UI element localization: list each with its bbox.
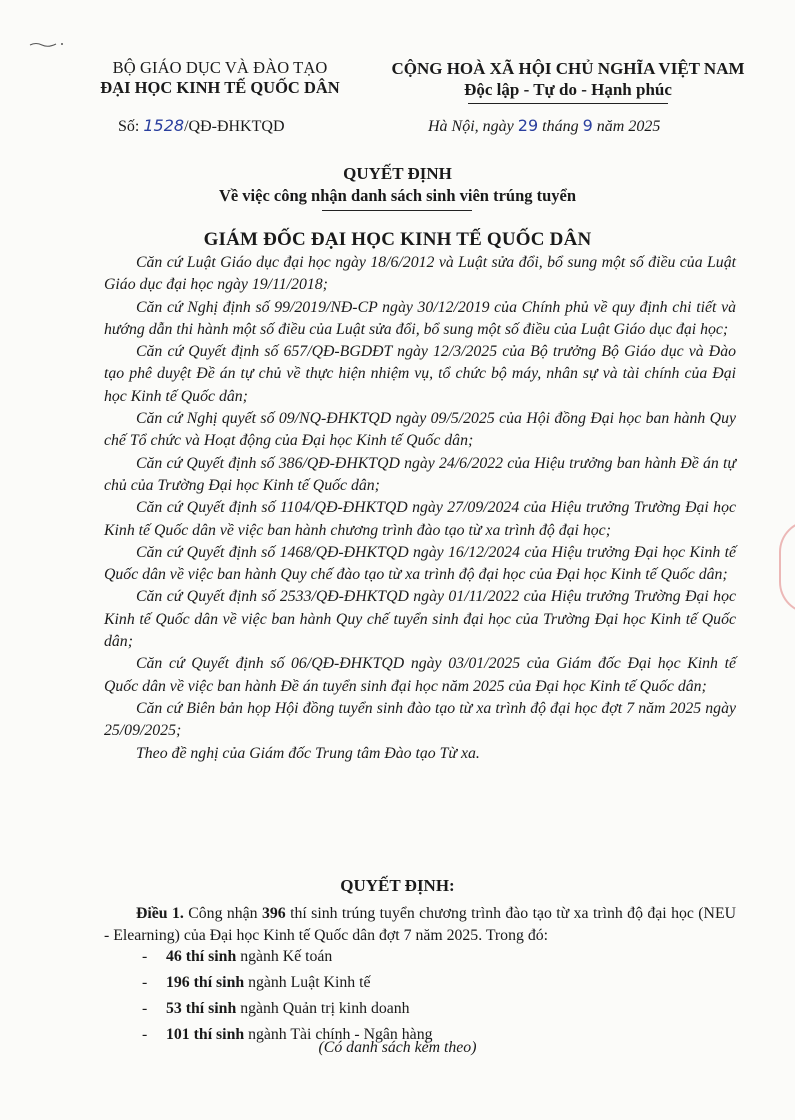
issuing-authority: GIÁM ĐỐC ĐẠI HỌC KINH TẾ QUỐC DÂN	[203, 229, 592, 250]
legal-basis-paragraph: Căn cứ Biên bản họp Hội đồng tuyển sinh đào tạo từ xa trình độ đại học đợt 7 năm 2025 ngày 25/09/2025;	[104, 699, 736, 740]
article-1	[104, 903, 736, 948]
item-major: ngành Quản trị kinh doanh	[240, 1000, 410, 1017]
proposal-paragraph: Theo đề nghị của Giám đốc Trung tâm Đào tạo Từ xa.	[136, 744, 480, 762]
legal-basis-paragraph: Căn cứ Nghị quyết số 09/NQ-ĐHKTQD ngày 09/5/2025 của Hội đồng Đại học ban hành Quy chế Tổ chức và Hoạt động của Đại học Kinh tế Quốc dân;	[104, 410, 736, 450]
legal-basis-paragraph: Căn cứ Nghị định số 99/2019/NĐ-CP ngày 30/12/2019 của Chính phủ về quy định chi tiết và hướng dẫn thi hành một số điều của Luật sửa đổi, bổ sung một số điều của Luật Giáo dục đại học;	[104, 298, 736, 338]
legal-basis-paragraph: Căn cứ Quyết định số 06/QĐ-ĐHKTQD ngày 03/01/2025 của Giám đốc Đại học Kinh tế Quốc dân về việc ban hành Đề án tuyển sinh đại học năm 2025 của Đại học Kinh tế Quốc dân;	[104, 655, 736, 695]
legal-basis-paragraph: Căn cứ Quyết định số 386/QĐ-ĐHKTQD ngày 24/6/2022 của Hiệu trưởng ban hành Đề án tự chủ của Trường Đại học Kinh tế Quốc dân;	[104, 454, 736, 494]
university-name: ĐẠI HỌC KINH TẾ QUỐC DÂN	[100, 78, 340, 97]
date-month-handwritten: 9	[582, 116, 593, 135]
national-motto: Độc lập - Tự do - Hạnh phúc	[464, 80, 672, 99]
doc-number-prefix: Số:	[118, 118, 140, 135]
item-count: 46 thí sinh	[166, 948, 237, 965]
date-day-handwritten: 29	[517, 116, 539, 135]
item-major: ngành Luật Kinh tế	[248, 974, 371, 991]
item-major: ngành Kế toán	[240, 948, 333, 965]
date-month-label: tháng	[542, 118, 579, 135]
article-1-text	[104, 903, 736, 948]
legal-basis-paragraph: Căn cứ Quyết định số 2533/QĐ-ĐHKTQD ngày 01/11/2022 của Hiệu trưởng Trường Đại học Kinh tế Quốc dân về việc ban hành Quy chế tuyển sinh đại học của Trường Đại học Kinh tế Quốc dân;	[104, 588, 736, 651]
attachment-note: (Có danh sách kèm theo)	[318, 1039, 477, 1056]
decision-heading: QUYẾT ĐỊNH:	[340, 876, 455, 895]
item-major: ngành Tài chính - Ngân hàng	[248, 1026, 433, 1043]
article-label: Điều 1.	[136, 905, 184, 922]
date-prefix: Hà Nội, ngày	[428, 118, 514, 135]
item-count: 101 thí sinh	[166, 1026, 245, 1043]
date-year: năm 2025	[596, 118, 661, 135]
item-count: 196 thí sinh	[166, 974, 245, 991]
nation-name: CỘNG HOÀ XÃ HỘI CHỦ NGHĨA VIỆT NAM	[391, 59, 745, 78]
decision-title: QUYẾT ĐỊNH	[343, 164, 452, 183]
item-count: 53 thí sinh	[166, 1000, 237, 1017]
ministry-name: BỘ GIÁO DỤC VÀ ĐÀO TẠO	[112, 58, 328, 77]
article-text-b: thí sinh trúng tuyển chương trình đào tạo từ xa trình độ đại học (NEU - Elearning) của Đại học Kinh tế Quốc dân đợt 7 năm 2025. Trong đó:	[104, 905, 737, 945]
doc-number-suffix: /QĐ-ĐHKTQD	[184, 118, 285, 135]
motto-underline	[468, 103, 668, 104]
major-list	[142, 944, 702, 1048]
legal-basis-paragraph: Căn cứ Quyết định số 657/QĐ-BGDĐT ngày 12/3/2025 của Bộ trưởng Bộ Giáo dục và Đào tạo phê duyệt Đề án tự chủ về thực hiện nhiệm vụ, tổ chức bộ máy, nhân sự và tài chính của Đại học Kinh tế Quốc dân;	[104, 343, 736, 405]
total-count: 396	[262, 905, 286, 922]
list-item: - 101 thí sinh ngành Tài chính - Ngân hàng	[142, 1026, 433, 1043]
decision-subject: Về việc công nhận danh sách sinh viên trúng tuyển	[218, 186, 577, 205]
list-item: - 196 thí sinh ngành Luật Kinh tế	[142, 974, 371, 991]
header-right	[378, 58, 758, 104]
legal-basis-paragraph: Căn cứ Quyết định số 1468/QĐ-ĐHKTQD ngày 16/12/2024 của Hiệu trưởng Đại học Kinh tế Quốc dân về việc ban hành Quy chế đào tạo từ xa trình độ đại học của Đại học Kinh tế Quốc dân;	[104, 543, 736, 584]
legal-basis-paragraph: Căn cứ Luật Giáo dục đại học ngày 18/6/2012 và Luật sửa đổi, bổ sung một số điều của Luật Giáo dục đại học ngày 19/11/2018;	[104, 254, 736, 294]
date-line	[428, 116, 660, 136]
list-item: - 46 thí sinh ngành Kế toán	[142, 948, 333, 965]
doc-number-handwritten: 1528	[143, 116, 185, 135]
header-left	[70, 58, 370, 98]
subject-underline	[322, 210, 472, 211]
article-text-a: Công nhận	[188, 905, 258, 922]
document-number	[118, 116, 285, 136]
list-item: - 53 thí sinh ngành Quản trị kinh doanh	[142, 1000, 410, 1017]
pen-mark-icon	[28, 40, 68, 48]
red-seal-edge-icon	[779, 520, 795, 614]
preamble	[104, 252, 736, 765]
legal-basis-paragraph: Căn cứ Quyết định số 1104/QĐ-ĐHKTQD ngày 27/09/2024 của Hiệu trưởng Trường Đại học Kinh tế Quốc dân về việc ban hành chương trình đào tạo từ xa trình độ đại học;	[104, 499, 736, 539]
